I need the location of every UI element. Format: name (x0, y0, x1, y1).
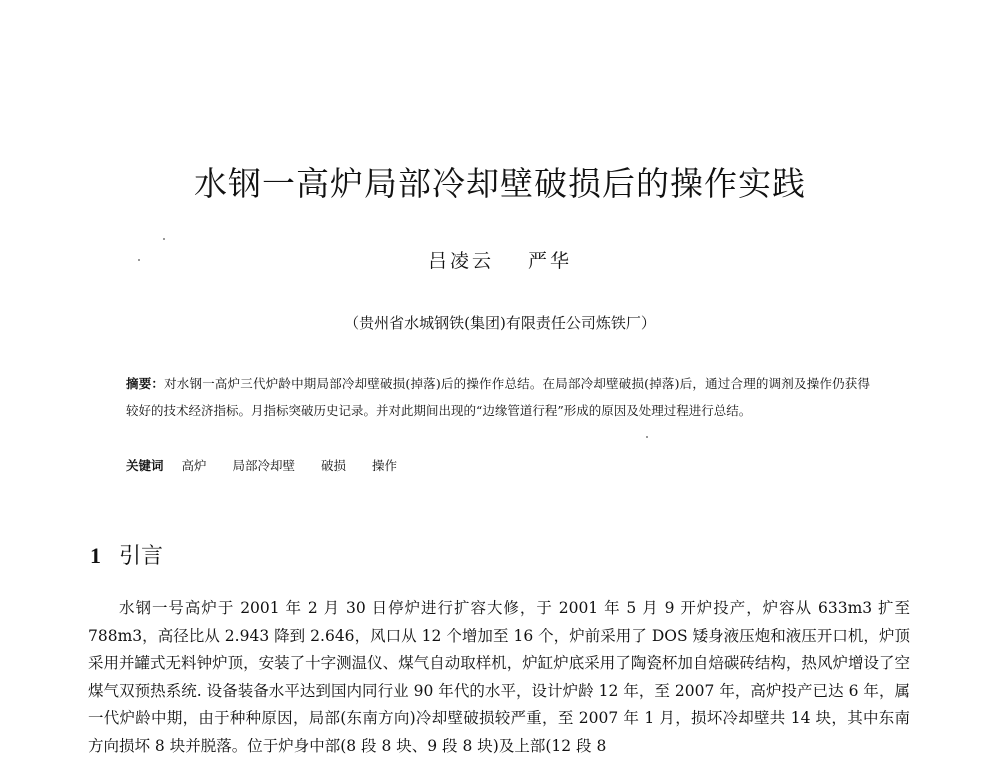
keywords-label: 关键词 (126, 458, 164, 473)
scan-speck (163, 238, 165, 240)
author-name: 严华 (528, 250, 573, 272)
affiliation: （贵州省水城钢铁(集团)有限责任公司炼铁厂） (344, 314, 656, 332)
keyword: 操作 (372, 458, 398, 473)
keywords (126, 455, 870, 477)
scan-speck (646, 436, 648, 438)
abstract (126, 370, 870, 424)
body-paragraph: 水钢一号高炉于 2001 年 2 月 30 日停炉进行扩容大修，于 2001 年 5 月 9 开炉投产，炉容从 633m3 扩至 788m3，高径比从 2.943 降到 2.646，风口从 12 个增加至 16 个，炉前采用了 DOS 矮身液压炮和液压开口机，炉顶采用并罐式无料钟炉顶，安装了十字测温仪、煤气自动取样机，炉缸炉底采用了陶瓷杯加自焙碳砖结构，热风炉增设了空煤气双预热系统. 设备装备水平达到国内同行业 90 年代的水平，设计炉龄 12 年，至 2007 年，高炉投产已达 6 年，属一代炉龄中期，由于种种原因，局部(东南方向)冷却壁破损较严重，至 2007 年 1 月，损坏冷却壁共 14 块，其中东南方向损坏 8 块并脱落。位于炉身中部(8 段 8 块、9 段 8 块)及上部(12 段 8 (88, 599, 910, 755)
abstract-label: 摘要： (126, 376, 165, 391)
author-name: 吕凌云 (427, 250, 494, 272)
abstract-text: 对水钢一高炉三代炉龄中期局部冷却壁破损(掉落)后的操作作总结。在局部冷却壁破损(掉落)后，通过合理的调剂及操作仍获得较好的技术经济指标。月指标突破历史记录。并对此期间出现的“边缘管道行程”形成的原因及处理过程进行总结。 (126, 376, 870, 418)
keyword: 高炉 (181, 458, 207, 473)
keyword: 破损 (321, 458, 347, 473)
section-title: 引言 (119, 544, 164, 569)
scan-speck (138, 259, 140, 261)
author-line (0, 246, 1000, 273)
section-number: 1 (90, 543, 101, 568)
section-heading (90, 539, 163, 570)
keyword: 局部冷却壁 (232, 458, 296, 473)
paper-title: 水钢一高炉局部冷却壁破损后的操作实践 (194, 164, 806, 203)
